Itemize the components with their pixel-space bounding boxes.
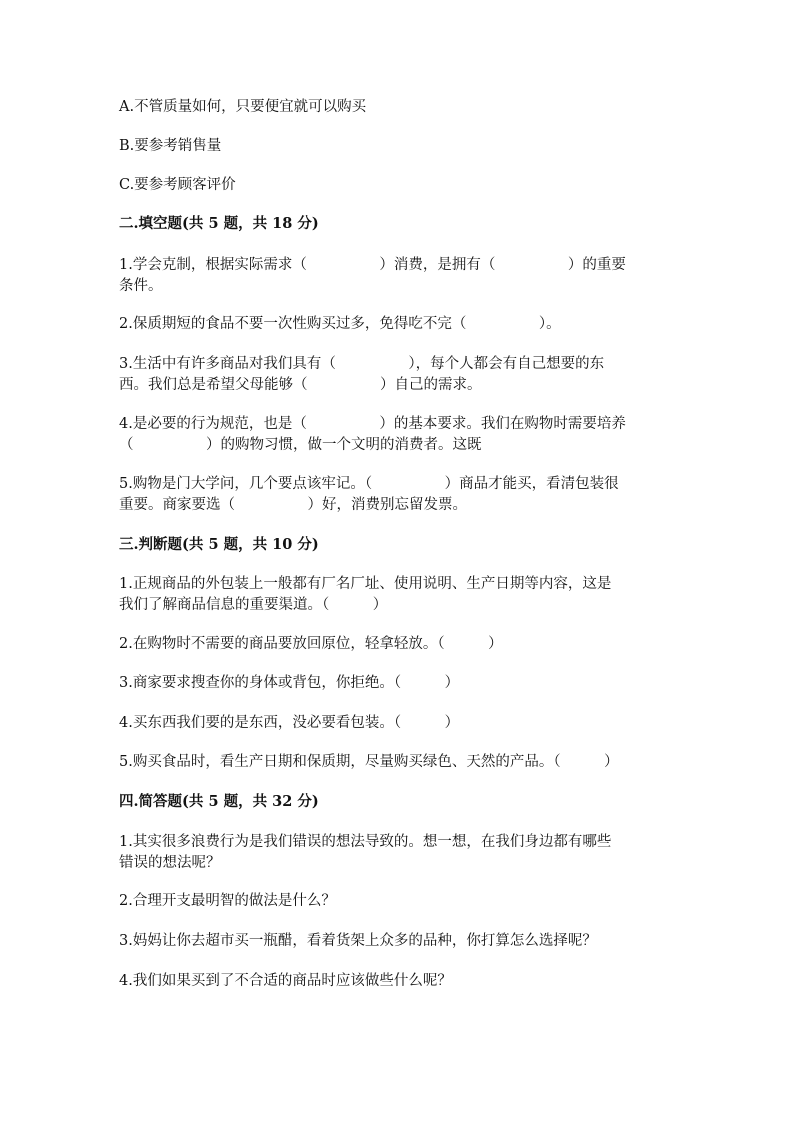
judge-question-5-line-1: 5.购买食品时，看生产日期和保质期，尽量购买绿色、天然的产品。（ ） — [119, 754, 619, 770]
fill-question-3-line-1: 3.生活中有许多商品对我们具有（ ），每个人都会有自己想要的东 — [119, 356, 605, 372]
short-question-3-line-1: 3.妈妈让你去超市买一瓶醋，看着货架上众多的品种，你打算怎么选择呢？ — [119, 933, 597, 949]
short-question-1-line-1: 1.其实很多浪费行为是我们错误的想法导致的。想一想，在我们身边都有哪些 — [119, 834, 612, 850]
judge-question-1-line-1: 1.正规商品的外包装上一般都有厂名厂址、使用说明、生产日期等内容，这是 — [119, 576, 612, 592]
fill-question-1-line-2: 条件。 — [119, 278, 163, 294]
short-question-2-line-1: 2.合理开支最明智的做法是什么？ — [119, 893, 336, 909]
judge-question-2 — [119, 634, 679, 655]
option-b: B.要参考销售量 — [119, 138, 222, 154]
fill-question-3-line-2: 西。我们总是希望父母能够（ ）自己的需求。 — [119, 377, 482, 393]
fill-question-1 — [119, 255, 679, 297]
judge-question-3-line-1: 3.商家要求搜查你的身体或背包，你拒绝。（ ） — [119, 675, 460, 691]
fill-question-4-line-1: 4.是必要的行为规范，也是（ ）的基本要求。我们在购物时需要培养 — [119, 416, 626, 432]
judge-section-heading: 三.判断题(共 5 题，共 10 分) — [119, 536, 319, 553]
fill-question-2-line-1: 2.保质期短的食品不要一次性购买过多，免得吃不完（ ）。 — [119, 316, 561, 332]
fill-question-5-line-2: 重要。商家要选（ ）好，消费别忘留发票。 — [119, 497, 467, 513]
option-c: C.要参考顾客评价 — [119, 177, 236, 193]
short-question-4 — [119, 971, 679, 992]
short-question-1-line-2: 错误的想法呢？ — [119, 855, 221, 871]
short-section-heading: 四.简答题(共 5 题，共 32 分) — [119, 793, 319, 810]
short-question-4-line-1: 4.我们如果买到了不合适的商品时应该做些什么呢？ — [119, 973, 452, 989]
option-a: A.不管质量如何，只要便宜就可以购买 — [119, 99, 367, 115]
fill-question-5 — [119, 474, 679, 516]
judge-question-1-line-2: 我们了解商品信息的重要渠道。（ ） — [119, 597, 388, 613]
judge-question-4-line-1: 4.买东西我们要的是东西，没必要看包装。（ ） — [119, 715, 460, 731]
short-question-1 — [119, 832, 679, 874]
fill-question-1-line-1: 1.学会克制，根据实际需求（ ）消费，是拥有（ ）的重要 — [119, 257, 626, 273]
judge-question-1 — [119, 574, 679, 616]
fill-question-3 — [119, 354, 679, 396]
judge-question-3 — [119, 673, 679, 694]
fill-question-2 — [119, 314, 679, 335]
short-question-2 — [119, 891, 679, 912]
judge-question-2-line-1: 2.在购物时不需要的商品要放回原位，轻拿轻放。（ ） — [119, 636, 503, 652]
short-question-3 — [119, 931, 679, 952]
fill-question-4 — [119, 414, 679, 456]
judge-question-5 — [119, 752, 679, 773]
fill-question-5-line-1: 5.购物是门大学问，几个要点该牢记。（ ）商品才能买，看清包装很 — [119, 476, 619, 492]
fill-question-4-line-2: （ ）的购物习惯，做一个文明的消费者。这既 — [119, 437, 482, 453]
judge-question-4 — [119, 713, 679, 734]
fill-section-heading: 二.填空题(共 5 题，共 18 分) — [119, 215, 319, 232]
